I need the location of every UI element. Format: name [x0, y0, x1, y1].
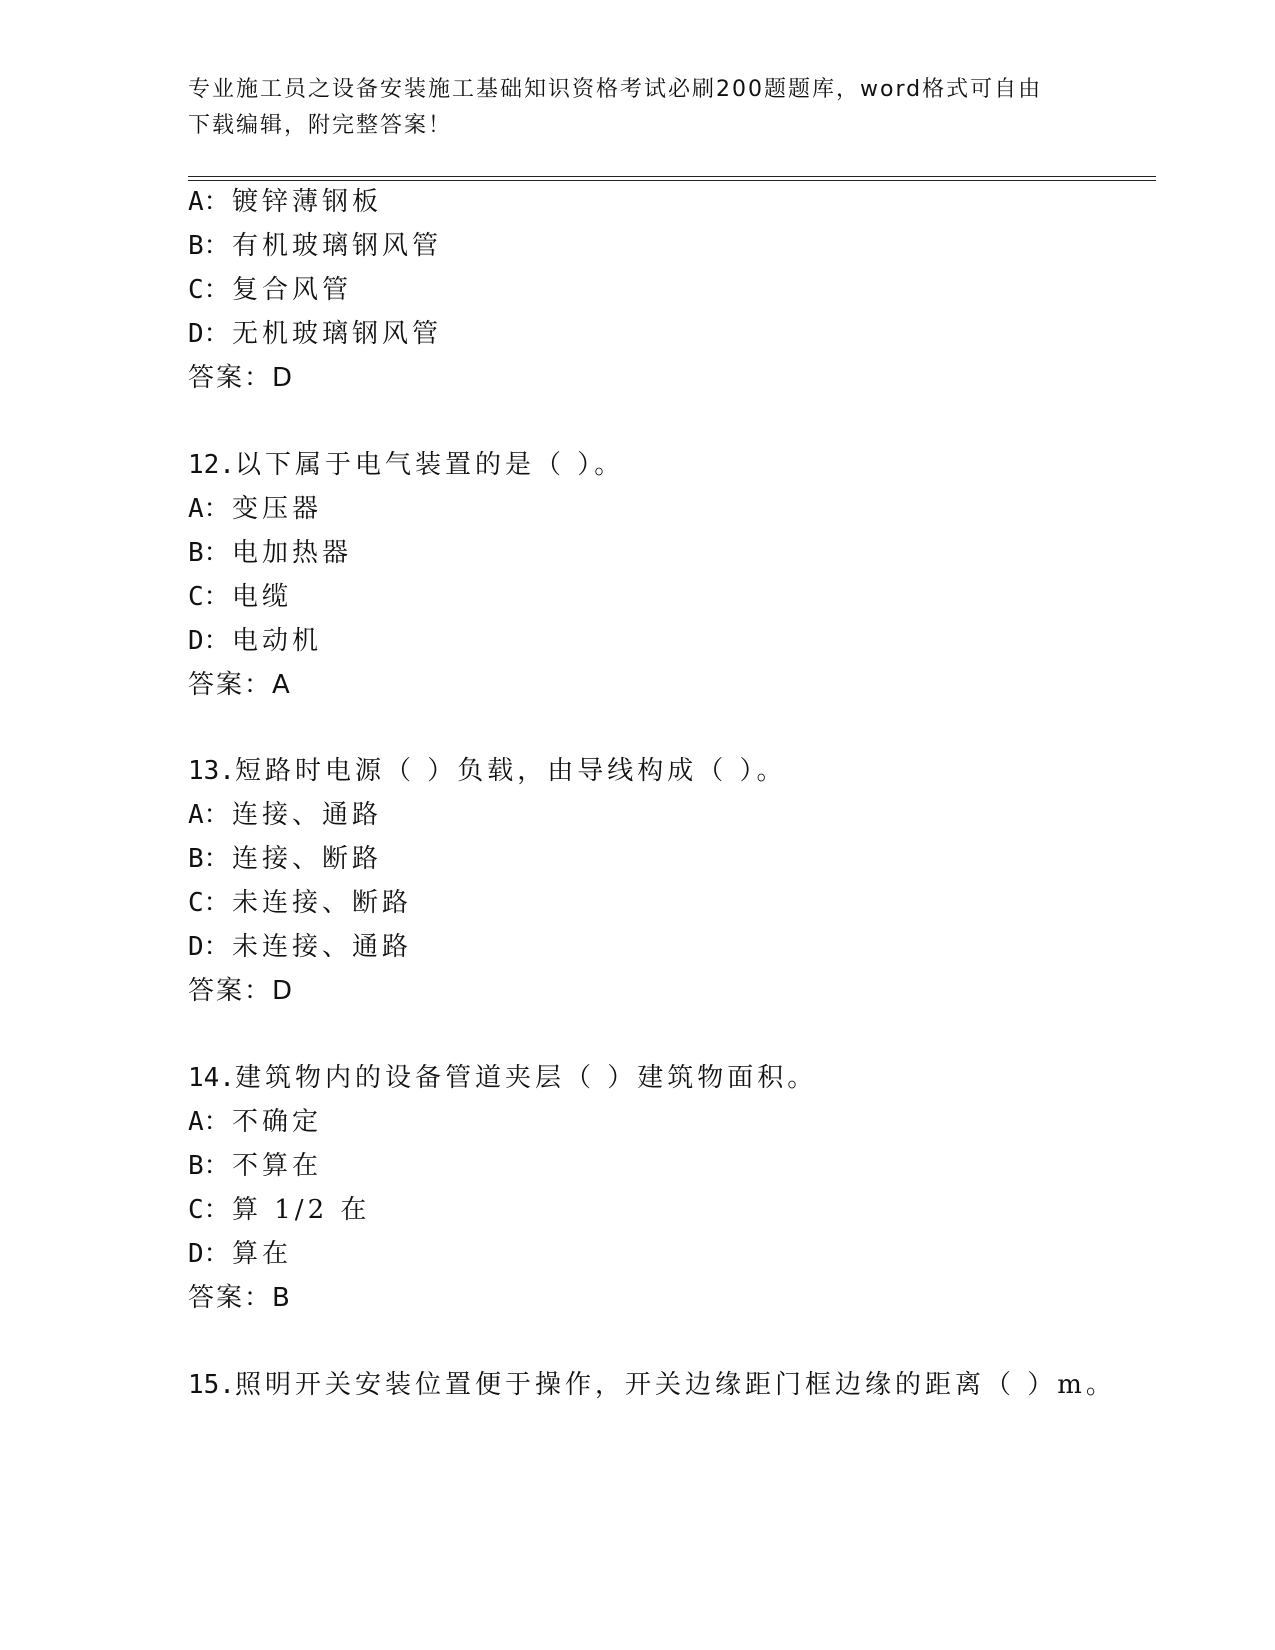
option-a: A：镀锌薄钢板 [188, 187, 383, 217]
option-c: C：复合风管 [188, 275, 353, 305]
option-d: D：电动机 [188, 626, 323, 656]
option-a: A：变压器 [188, 494, 323, 524]
option-b: B：电加热器 [188, 538, 353, 568]
question-14: 14.建筑物内的设备管道夹层（ ）建筑物面积。 [188, 1063, 818, 1093]
question-12: 12.以下属于电气装置的是（ ）。 [188, 450, 625, 480]
option-b: B：不算在 [188, 1151, 323, 1181]
question-15: 15.照明开关安装位置便于操作，开关边缘距门框边缘的距离（ ）m。 [188, 1370, 1116, 1400]
answer-line: 答案：A [188, 670, 292, 700]
question-13: 13.短路时电源（ ）负载，由导线构成（ ）。 [188, 756, 787, 786]
option-d: D：无机玻璃钢风管 [188, 319, 443, 349]
option-d: D：未连接、通路 [188, 932, 413, 962]
header-line-1: 专业施工员之设备安装施工基础知识资格考试必刷200题题库，word格式可自由 [188, 77, 1043, 102]
answer-line: 答案：D [188, 363, 295, 393]
option-c: C：电缆 [188, 582, 293, 612]
header-divider [188, 176, 1156, 181]
answer-line: 答案：B [188, 1283, 292, 1313]
option-c: C：未连接、断路 [188, 888, 413, 918]
option-a: A：连接、通路 [188, 800, 383, 830]
answer-line: 答案：D [188, 976, 295, 1006]
option-a: A：不确定 [188, 1107, 323, 1137]
header-line-2: 下载编辑，附完整答案！ [188, 113, 453, 138]
document-header [188, 72, 1088, 144]
option-b: B：连接、断路 [188, 844, 383, 874]
option-c: C：算 1/2 在 [188, 1195, 371, 1225]
option-b: B：有机玻璃钢风管 [188, 231, 443, 261]
option-d: D：算在 [188, 1239, 293, 1269]
